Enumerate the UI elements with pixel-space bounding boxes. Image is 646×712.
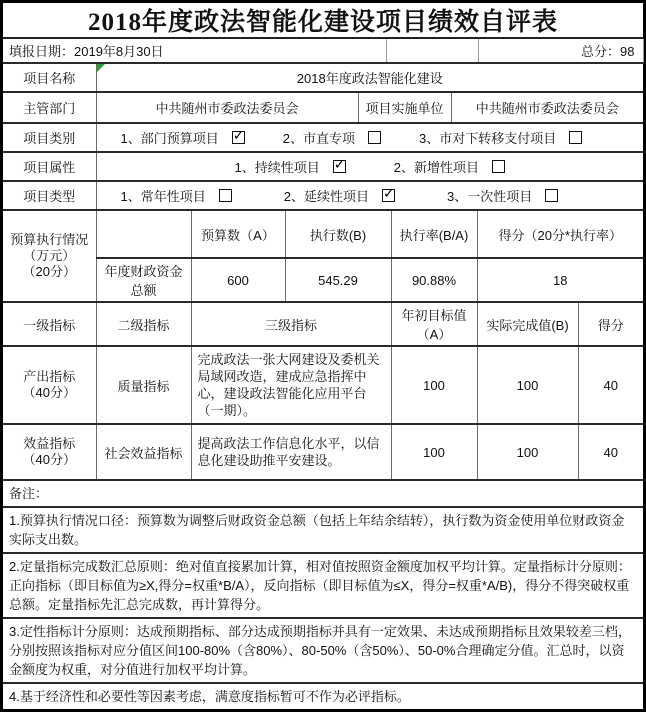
- category-options: [96, 124, 643, 152]
- type-label: 项目类型: [3, 182, 96, 210]
- type-options: [96, 182, 643, 210]
- attribute-row: [3, 153, 643, 182]
- checkbox-city-special[interactable]: [368, 131, 381, 144]
- checkbox-dept-budget-project[interactable]: [232, 131, 245, 144]
- benefit-indicator-target: 100: [391, 424, 477, 480]
- category-option-3-text: 3、市对下转移支付项目: [418, 131, 557, 146]
- type-row: [3, 182, 643, 211]
- project-name-value: 2018年度政法智能化建设: [96, 64, 643, 92]
- budget-execution-section: [3, 211, 643, 303]
- category-option-2: [283, 128, 381, 147]
- output-indicator-target: 100: [391, 346, 477, 424]
- department-row: [3, 93, 643, 124]
- fill-date-value: 2019年8月30日: [74, 44, 164, 59]
- budget-subrow-empty: [96, 211, 191, 258]
- implementer-label: 项目实施单位: [358, 93, 451, 123]
- category-label: 项目类别: [3, 124, 96, 152]
- total-score-value: 98: [620, 44, 635, 59]
- indicator-header-level2: 二级指标: [96, 303, 191, 346]
- budget-header-score: 得分（20分*执行率）: [477, 211, 643, 258]
- benefit-indicator-score: 40: [578, 424, 643, 480]
- indicator-header-level1: 一级指标: [3, 303, 96, 346]
- indicator-header-actual: 实际完成值(B): [477, 303, 578, 346]
- output-indicator-level3: 完成政法一张大网建设及委机关局域网改造，建成应急指挥中心，建设政法智能化应用平台（一期）。: [191, 346, 391, 424]
- indicator-header-level3: 三级指标: [191, 303, 391, 346]
- benefit-indicator-label: 效益指标 （40分）: [3, 424, 96, 480]
- budget-header-rate: 执行率(B/A): [391, 211, 477, 258]
- project-name-row: [3, 64, 643, 93]
- indicators-section: [3, 303, 643, 481]
- budget-section-label: 预算执行情况 （万元） （20分）: [3, 211, 96, 302]
- total-score-label: 总分：: [581, 44, 621, 59]
- total-score-cell: [478, 39, 643, 63]
- benefit-indicator-level2: 社会效益指标: [96, 424, 191, 480]
- budget-row-label: 年度财政资金总额: [96, 258, 191, 302]
- type-option-3: [447, 186, 558, 205]
- category-row: [3, 124, 643, 153]
- form-title: 2018年度政法智能化建设项目绩效自评表: [3, 3, 643, 39]
- output-indicator-level2: 质量指标: [96, 346, 191, 424]
- budget-executed-value: 545.29: [285, 258, 391, 302]
- attribute-option-2-text: 2、新增性项目: [393, 160, 479, 175]
- attribute-options: [96, 153, 643, 181]
- table-row: [3, 424, 643, 480]
- benefit-indicator-actual: 100: [477, 424, 578, 480]
- attribute-label: 项目属性: [3, 153, 96, 181]
- notes-label: 备注：: [3, 481, 643, 507]
- excel-error-indicator: [97, 64, 105, 72]
- type-option-2-text: 2、延续性项目: [283, 189, 369, 204]
- attribute-option-1: [235, 157, 346, 176]
- checkbox-perennial-project[interactable]: [219, 189, 232, 202]
- checkbox-transfer-payment[interactable]: [569, 131, 582, 144]
- type-option-3-text: 3、一次性项目: [446, 189, 533, 204]
- notes-section: [3, 481, 643, 709]
- meta-empty-cell: [386, 39, 478, 63]
- note-item-4: 4.基于经济性和必要性等因素考虑，满意度指标暂可不作为必评指标。: [3, 683, 643, 709]
- note-item-1: 1.预算执行情况口径：预算数为调整后财政资金总额（包括上年结余结转），执行数为资金使用单位财政资金实际支出数。: [3, 507, 643, 553]
- budget-header-executed: 执行数(B): [285, 211, 391, 258]
- budget-header-planned: 预算数（A）: [191, 211, 285, 258]
- indicator-header-score: 得分: [578, 303, 643, 346]
- type-option-1: [121, 186, 232, 205]
- budget-planned-value: 600: [191, 258, 285, 302]
- type-option-2: [284, 186, 395, 205]
- category-option-1-text: 1、部门预算项目: [120, 131, 219, 146]
- category-option-2-text: 2、市直专项: [282, 131, 355, 146]
- supervisor-value: 中共随州市委政法委员会: [96, 93, 358, 123]
- fill-date-label: 填报日期：: [9, 44, 75, 59]
- indicator-header-target: 年初目标值（A）: [391, 303, 477, 346]
- fill-date-cell: [3, 39, 386, 63]
- category-option-3: [419, 128, 582, 147]
- checkbox-extension-project[interactable]: [382, 189, 395, 202]
- category-option-1: [121, 128, 245, 147]
- output-indicator-label: 产出指标 （40分）: [3, 346, 96, 424]
- benefit-indicator-level3: 提高政法工作信息化水平，以信息化建设助推平安建设。: [191, 424, 391, 480]
- output-indicator-actual: 100: [477, 346, 578, 424]
- note-item-3: 3.定性指标计分原则：达成预期指标、部分达成预期指标并具有一定效果、未达成预期指标且效果较差三档，分别按照该指标对应分值区间100-80%（含80%）、80-50%（含50%）、50-0%合理确定分值。汇总时，以资金额度为权重，对分值进行加权平均计算。: [3, 618, 643, 683]
- checkbox-continuing-project[interactable]: [333, 160, 346, 173]
- type-option-1-text: 1、常年性项目: [120, 189, 206, 204]
- meta-row: [3, 39, 644, 64]
- checkbox-new-project[interactable]: [492, 160, 505, 173]
- project-name-label: 项目名称: [3, 64, 96, 92]
- note-item-2: 2.定量指标完成数汇总原则：绝对值直接累加计算，相对值按照资金额度加权平均计算。定量指标计分原则：正向指标（即目标值为≥X,得分=权重*B/A），反向指标（即目标值为≤X，得分=权重*A/B)，得分不得突破权重总额。定量指标先汇总完成数，再计算得分。: [3, 553, 643, 618]
- supervisor-label: 主管部门: [3, 93, 96, 123]
- budget-score-value: 18: [477, 258, 643, 302]
- implementer-value: 中共随州市委政法委员会: [451, 93, 643, 123]
- attribute-option-2: [394, 157, 505, 176]
- table-row: [3, 346, 643, 424]
- output-indicator-score: 40: [578, 346, 643, 424]
- checkbox-one-time-project[interactable]: [545, 189, 558, 202]
- attribute-option-1-text: 1、持续性项目: [234, 160, 320, 175]
- budget-rate-value: 90.88%: [391, 258, 477, 302]
